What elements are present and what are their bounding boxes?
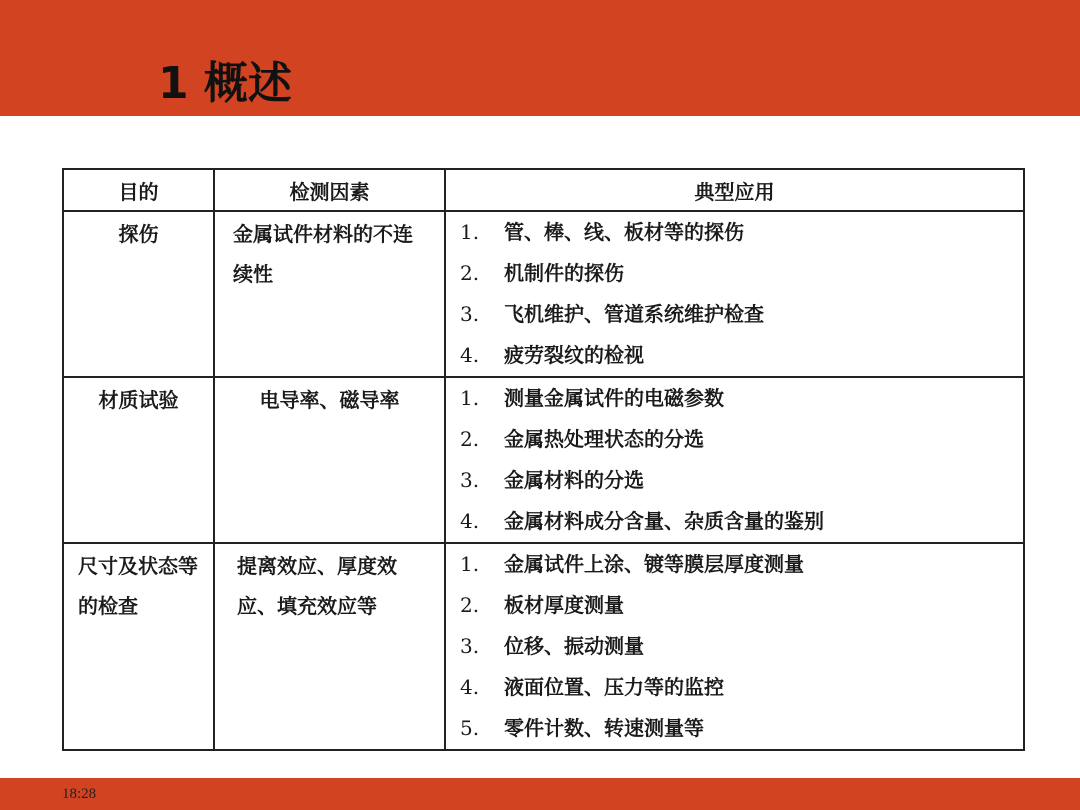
list-item: 4. 金属材料成分含量、杂质含量的鉴别 bbox=[460, 509, 824, 533]
list-item: 5. 零件计数、转速测量等 bbox=[460, 716, 704, 740]
factor-text: 金属试件材料的不连续性 bbox=[233, 222, 413, 286]
list-item: 2. 板材厚度测量 bbox=[460, 593, 624, 617]
list-item: 2. 机制件的探伤 bbox=[460, 261, 624, 285]
header-application: 典型应用 bbox=[445, 169, 1024, 211]
application-list bbox=[446, 378, 1023, 542]
slide-title: 1 概述 bbox=[158, 58, 292, 109]
application-list bbox=[446, 544, 1023, 749]
purpose-text: 材质试验 bbox=[98, 388, 179, 412]
list-item: 1. 管、棒、线、板材等的探伤 bbox=[460, 220, 744, 244]
footer-time: 18:28 bbox=[62, 786, 97, 802]
list-item: 2. 金属热处理状态的分选 bbox=[460, 427, 704, 451]
factor-text: 电导率、磁导率 bbox=[259, 388, 400, 412]
factor-cell bbox=[214, 543, 445, 750]
factor-text: 提离效应、厚度效应、填充效应等 bbox=[237, 554, 397, 618]
application-cell bbox=[445, 211, 1024, 377]
list-item: 3. 位移、振动测量 bbox=[460, 634, 644, 658]
purpose-cell bbox=[63, 211, 214, 377]
list-item: 1. 测量金属试件的电磁参数 bbox=[460, 386, 724, 410]
factor-cell bbox=[214, 377, 445, 543]
table-row bbox=[63, 211, 1024, 377]
application-cell bbox=[445, 543, 1024, 750]
header-purpose: 目的 bbox=[63, 169, 214, 211]
table-row bbox=[63, 543, 1024, 750]
purpose-cell bbox=[63, 377, 214, 543]
factor-cell bbox=[214, 211, 445, 377]
header-factor: 检测因素 bbox=[214, 169, 445, 211]
application-list bbox=[446, 212, 1023, 376]
table-header-row bbox=[63, 169, 1024, 211]
purpose-text: 尺寸及状态等的检查 bbox=[78, 554, 198, 618]
list-item: 4. 液面位置、压力等的监控 bbox=[460, 675, 724, 699]
table-row bbox=[63, 377, 1024, 543]
list-item: 3. 飞机维护、管道系统维护检查 bbox=[460, 302, 764, 326]
purpose-text: 探伤 bbox=[118, 222, 159, 246]
purpose-cell bbox=[63, 543, 214, 750]
eddy-current-application-table bbox=[62, 168, 1025, 751]
list-item: 1. 金属试件上涂、镀等膜层厚度测量 bbox=[460, 552, 804, 576]
list-item: 3. 金属材料的分选 bbox=[460, 468, 644, 492]
list-item: 4. 疲劳裂纹的检视 bbox=[460, 343, 644, 367]
footer-band bbox=[0, 778, 1080, 810]
application-cell bbox=[445, 377, 1024, 543]
